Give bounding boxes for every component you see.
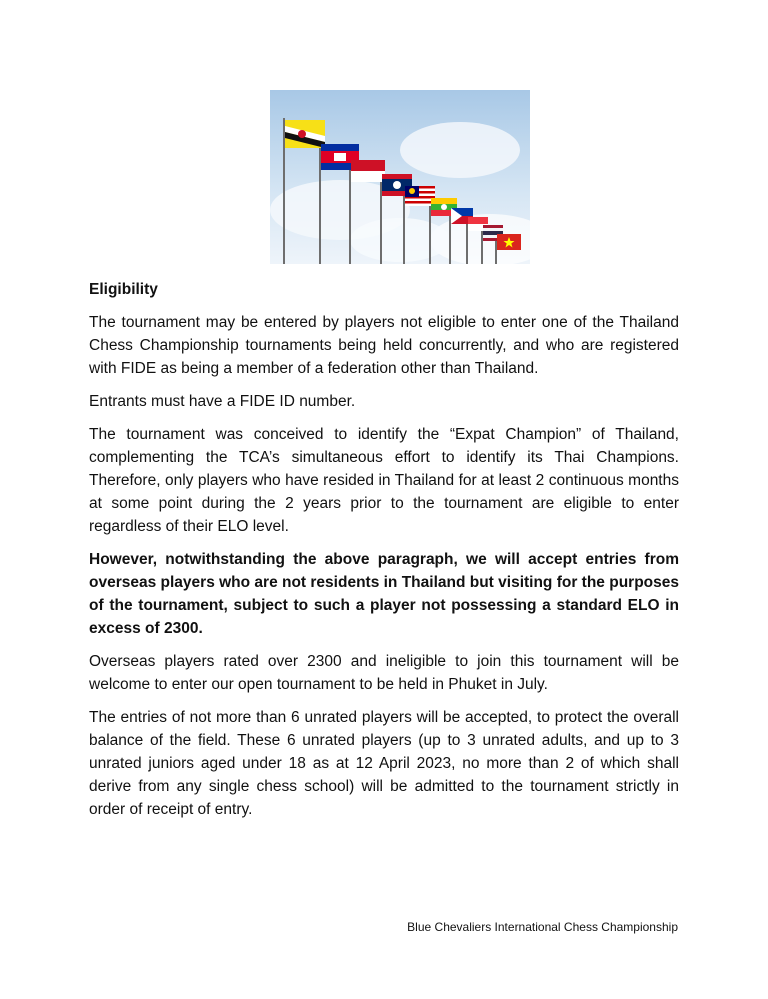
eligibility-section <box>89 278 679 831</box>
section-heading: Eligibility <box>89 281 158 298</box>
paragraph-6: The entries of not more than 6 unrated players will be accepted, to protect the overall balance of the field. These 6 unrated players (up to 3 unrated adults, and up to 3 unrated juniors aged under 18 as at 12 April 2023, no more than 2 of which shall derive from any single chess school) will be admitted to the tournament strictly in order of receipt of entry. <box>89 709 679 818</box>
paragraph-4-bold: However, notwithstanding the above paragraph, we will accept entries from overseas players who are not residents in Thailand but visiting for the purposes of the tournament, subject to such a player not possessing a standard ELO in excess of 2300. <box>89 551 679 637</box>
page-footer: Blue Chevaliers International Chess Championship <box>407 920 678 934</box>
paragraph-1: The tournament may be entered by players not eligible to enter one of the Thailand Chess Championship tournaments being held concurrently, and who are registered with FIDE as being a member of a federation other than Thailand. <box>89 314 679 377</box>
flags-photo <box>270 90 530 264</box>
paragraph-5: Overseas players rated over 2300 and ineligible to join this tournament will be welcome to enter our open tournament to be held in Phuket in July. <box>89 653 679 693</box>
paragraph-2: Entrants must have a FIDE ID number. <box>89 393 356 410</box>
flags-image <box>270 90 530 264</box>
paragraph-3: The tournament was conceived to identify the “Expat Champion” of Thailand, complementing the TCA’s simultaneous effort to identify its Thai Champions. Therefore, only players who have resided in Thailand for at least 2 continuous months at some point during the 2 years prior to the tournament are eligible to enter regardless of their ELO level. <box>89 426 679 535</box>
